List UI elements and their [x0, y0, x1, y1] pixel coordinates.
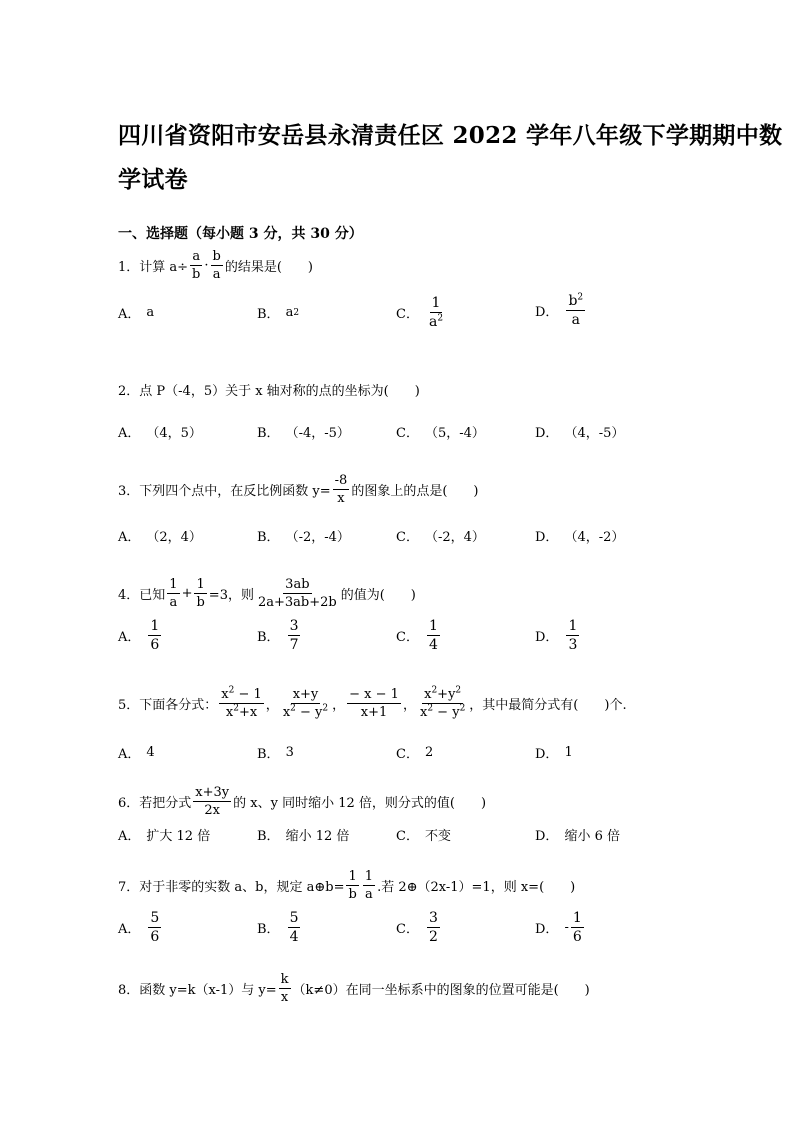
q5-fraction-4: $\frac{x^2+y^2}{x^2 - y^2}$ — [419, 685, 466, 720]
q3-option-c[interactable]: C． （-2，4） — [396, 530, 485, 545]
q5-option-a[interactable]: A． 4 — [118, 745, 155, 762]
q7-fraction-1-over-b: $\frac{1}{b}$ — [348, 869, 357, 902]
q1-option-b[interactable]: B． a 2 — [257, 305, 300, 322]
q4-option-b[interactable]: B． $\frac{3}{7}$ — [257, 618, 299, 653]
question-6: 6．若把分式 $\frac{x+3y}{2x}$ 的 x、y 同时缩小 12 倍，则分式的值( ) — [118, 785, 487, 818]
q5-option-d[interactable]: D． 1 — [535, 745, 573, 762]
q3-option-d[interactable]: D． （4，-2） — [535, 530, 625, 545]
q1-fraction-a-over-b: $\frac{a}{b}$ — [192, 249, 201, 282]
q2-option-a[interactable]: A． （4，5） — [118, 426, 202, 441]
q7-option-c[interactable]: C． $\frac{3}{2}$ — [396, 910, 438, 945]
q1-option-d[interactable]: D． $\frac{b^2}{a}$ — [535, 292, 584, 328]
q5-fraction-3: $\frac{- x - 1}{x+1}$ — [349, 687, 399, 720]
q3-option-a[interactable]: A． （2，4） — [118, 530, 202, 545]
q6-option-b[interactable]: B． 缩小 12 倍 — [257, 829, 350, 844]
q5-option-b[interactable]: B． 3 — [257, 745, 294, 762]
q6-option-c[interactable]: C． 不变 — [396, 829, 451, 844]
q1-fraction-b-over-a: $\frac{b}{a}$ — [212, 249, 221, 282]
q4-fraction-1-over-a: $\frac{1}{a}$ — [169, 577, 178, 610]
q1-option-c-fraction: $\frac{1}{a^2}$ — [428, 295, 444, 330]
q7-option-d[interactable]: D． - $\frac{1}{6}$ — [535, 910, 582, 945]
q4-option-d[interactable]: D． $\frac{1}{3}$ — [535, 618, 578, 653]
q1-option-d-fraction: $\frac{b^2}{a}$ — [568, 292, 584, 328]
q6-fraction: $\frac{x+3y}{2x}$ — [195, 785, 230, 818]
question-1: 1．计算 a÷ $\frac{a}{b}$ · $\frac{b}{a}$ 的结果是( ) — [118, 249, 313, 282]
q1-option-c[interactable]: C． $\frac{1}{a^2}$ — [396, 295, 444, 330]
q7-fraction-1-over-a: $\frac{1}{a}$ — [364, 869, 374, 902]
question-3: 3．下列四个点中，在反比例函数 y= $\frac{-8}{x}$ 的图象上的点是( ) — [118, 473, 479, 506]
section-heading: 一、选择题（每小题 3 分，共 30 分） — [118, 226, 363, 242]
question-7: 7．对于非零的实数 a、b，规定 a⊕b= $\frac{1}{b}$ $\frac{1}{a}$ .若 2⊕（2x-1）=1，则 x=( ) — [118, 869, 576, 902]
q5-fraction-1: $\frac{x^2 - 1}{x^2+x}$ — [221, 685, 262, 720]
question-4: 4．已知 $\frac{1}{a}$ + $\frac{1}{b}$ =3，则 $\frac{3ab}{2a+3ab+2b}$ 的值为( ) — [118, 577, 416, 610]
q4-option-a[interactable]: A． $\frac{1}{6}$ — [118, 618, 160, 653]
q4-fraction-1-over-b: $\frac{1}{b}$ — [196, 577, 205, 610]
q5-option-c[interactable]: C． 2 — [396, 745, 434, 762]
q2-option-b[interactable]: B． （-4，-5） — [257, 426, 350, 441]
q8-fraction: $\frac{k}{x}$ — [280, 972, 289, 1005]
q7-option-b[interactable]: B． $\frac{5}{4}$ — [257, 910, 299, 945]
q1-option-a[interactable]: A． a — [118, 305, 155, 322]
page-title-line1: 四川省资阳市安岳县永清责任区 2022 学年八年级下学期期中数 — [118, 122, 783, 149]
q4-option-c[interactable]: C． $\frac{1}{4}$ — [396, 618, 438, 653]
q2-option-c[interactable]: C． （5，-4） — [396, 426, 485, 441]
q2-option-d[interactable]: D． （4，-5） — [535, 426, 625, 441]
question-5: 5．下面各分式： $\frac{x^2 - 1}{x^2+x}$ ， $\frac{x+y}{x^2 - y^2}$ ， $\frac{- x - 1}{x+1}$ ， $\frac{x^2+y^2}{x^2 - y^2}$ ，其中最简分式有( )个. — [118, 685, 627, 720]
question-8: 8．函数 y=k（x-1）与 y= $\frac{k}{x}$ （k≠0）在同一坐标系中的图象的位置可能是( ) — [118, 972, 590, 1005]
q6-option-a[interactable]: A． 扩大 12 倍 — [118, 829, 211, 844]
q5-fraction-2: $\frac{x+y}{x^2 - y^2}$ — [282, 687, 329, 720]
page-title-line2: 学试卷 — [118, 166, 188, 193]
q7-option-a[interactable]: A． $\frac{5}{6}$ — [118, 910, 160, 945]
q4-fraction-expression: $\frac{3ab}{2a+3ab+2b}$ — [257, 577, 337, 610]
q3-fraction: $\frac{-8}{x}$ — [334, 473, 348, 506]
q3-option-b[interactable]: B． （-2，-4） — [257, 530, 350, 545]
q6-option-d[interactable]: D． 缩小 6 倍 — [535, 829, 620, 844]
question-2: 2．点 P（-4，5）关于 x 轴对称的点的坐标为( ) — [118, 384, 420, 399]
